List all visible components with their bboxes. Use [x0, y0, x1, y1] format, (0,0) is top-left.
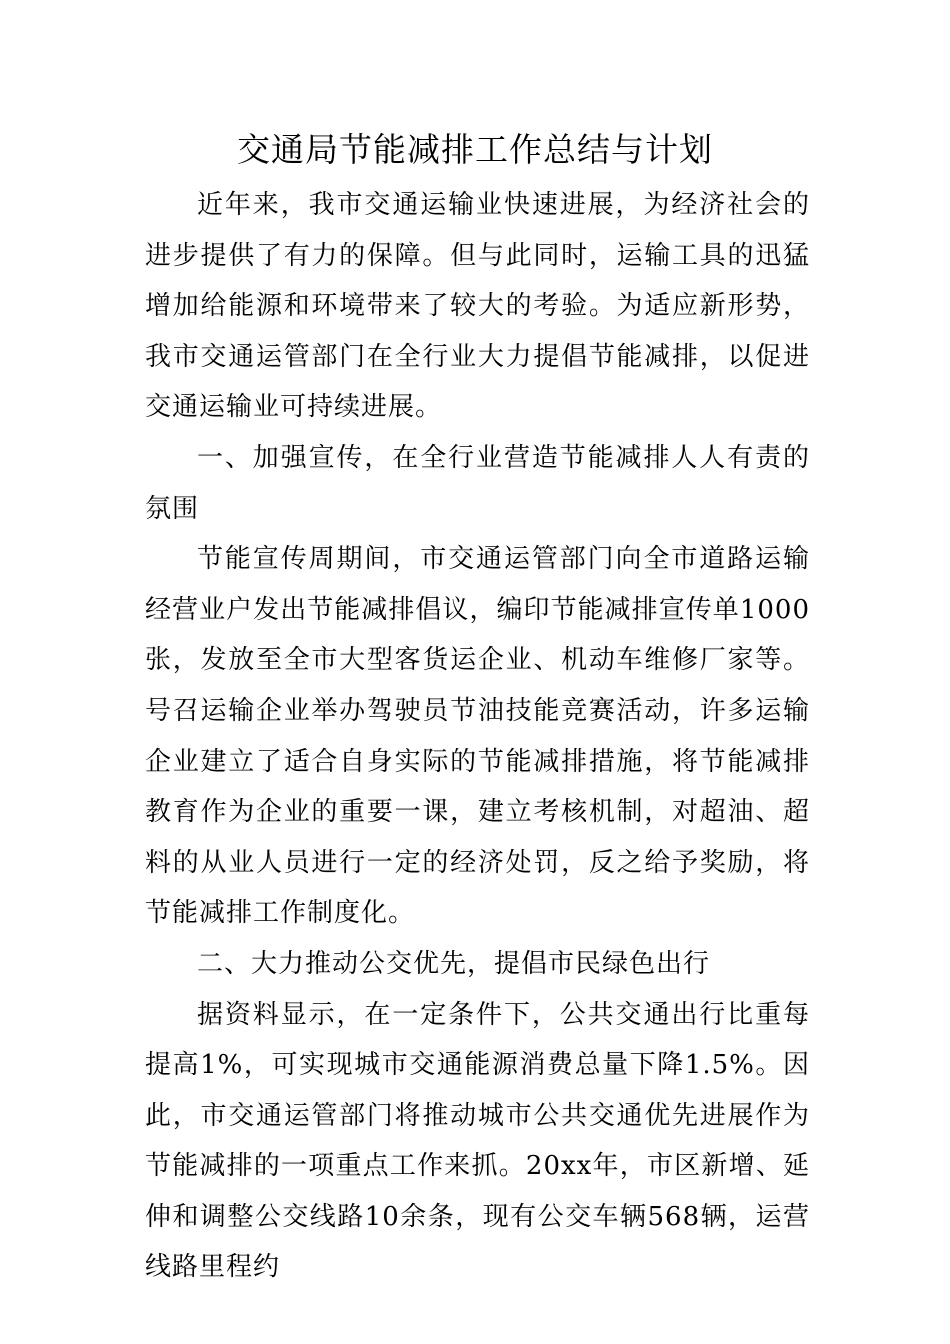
paragraph-intro: 近年来，我市交通运输业快速进展，为经济社会的进步提供了有力的保障。但与此同时，运输工具的迅猛增加给能源和环境带来了较大的考验。为适应新形势，我市交通运管部门在全行业大力提倡节能减排，以促进交通运输业可持续进展。 [145, 190, 810, 423]
section-heading-1: 一、加强宣传，在全行业营造节能减排人人有责的氛围 [145, 442, 810, 524]
document-body [145, 180, 810, 1293]
section-heading-2: 二、大力推动公交优先，提倡市民绿色出行 [197, 948, 711, 979]
paragraph-section-2: 据资料显示，在一定条件下，公共交通出行比重每提高1%，可实现城市交通能源消费总量下降1.5%。因此，市交通运管部门将推动城市公共交通优先进展作为节能减排的一项重点工作来抓。20xx年，市区新增、延伸和调整公交线路10余条，现有公交车辆568辆，运营线路里程约 [145, 999, 810, 1283]
document-title: 交通局节能减排工作总结与计划 [237, 130, 713, 169]
paragraph-section-1: 节能宣传周期间，市交通运管部门向全市道路运输经营业户发出节能减排倡议，编印节能减排宣传单1000张，发放至全市大型客货运企业、机动车维修厂家等。号召运输企业举办驾驶员节油技能竞赛活动，许多运输企业建立了适合自身实际的节能减排措施，将节能减排教育作为企业的重要一课，建立考核机制，对超油、超料的从业人员进行一定的经济处罚，反之给予奖励，将节能减排工作制度化。 [145, 544, 810, 929]
